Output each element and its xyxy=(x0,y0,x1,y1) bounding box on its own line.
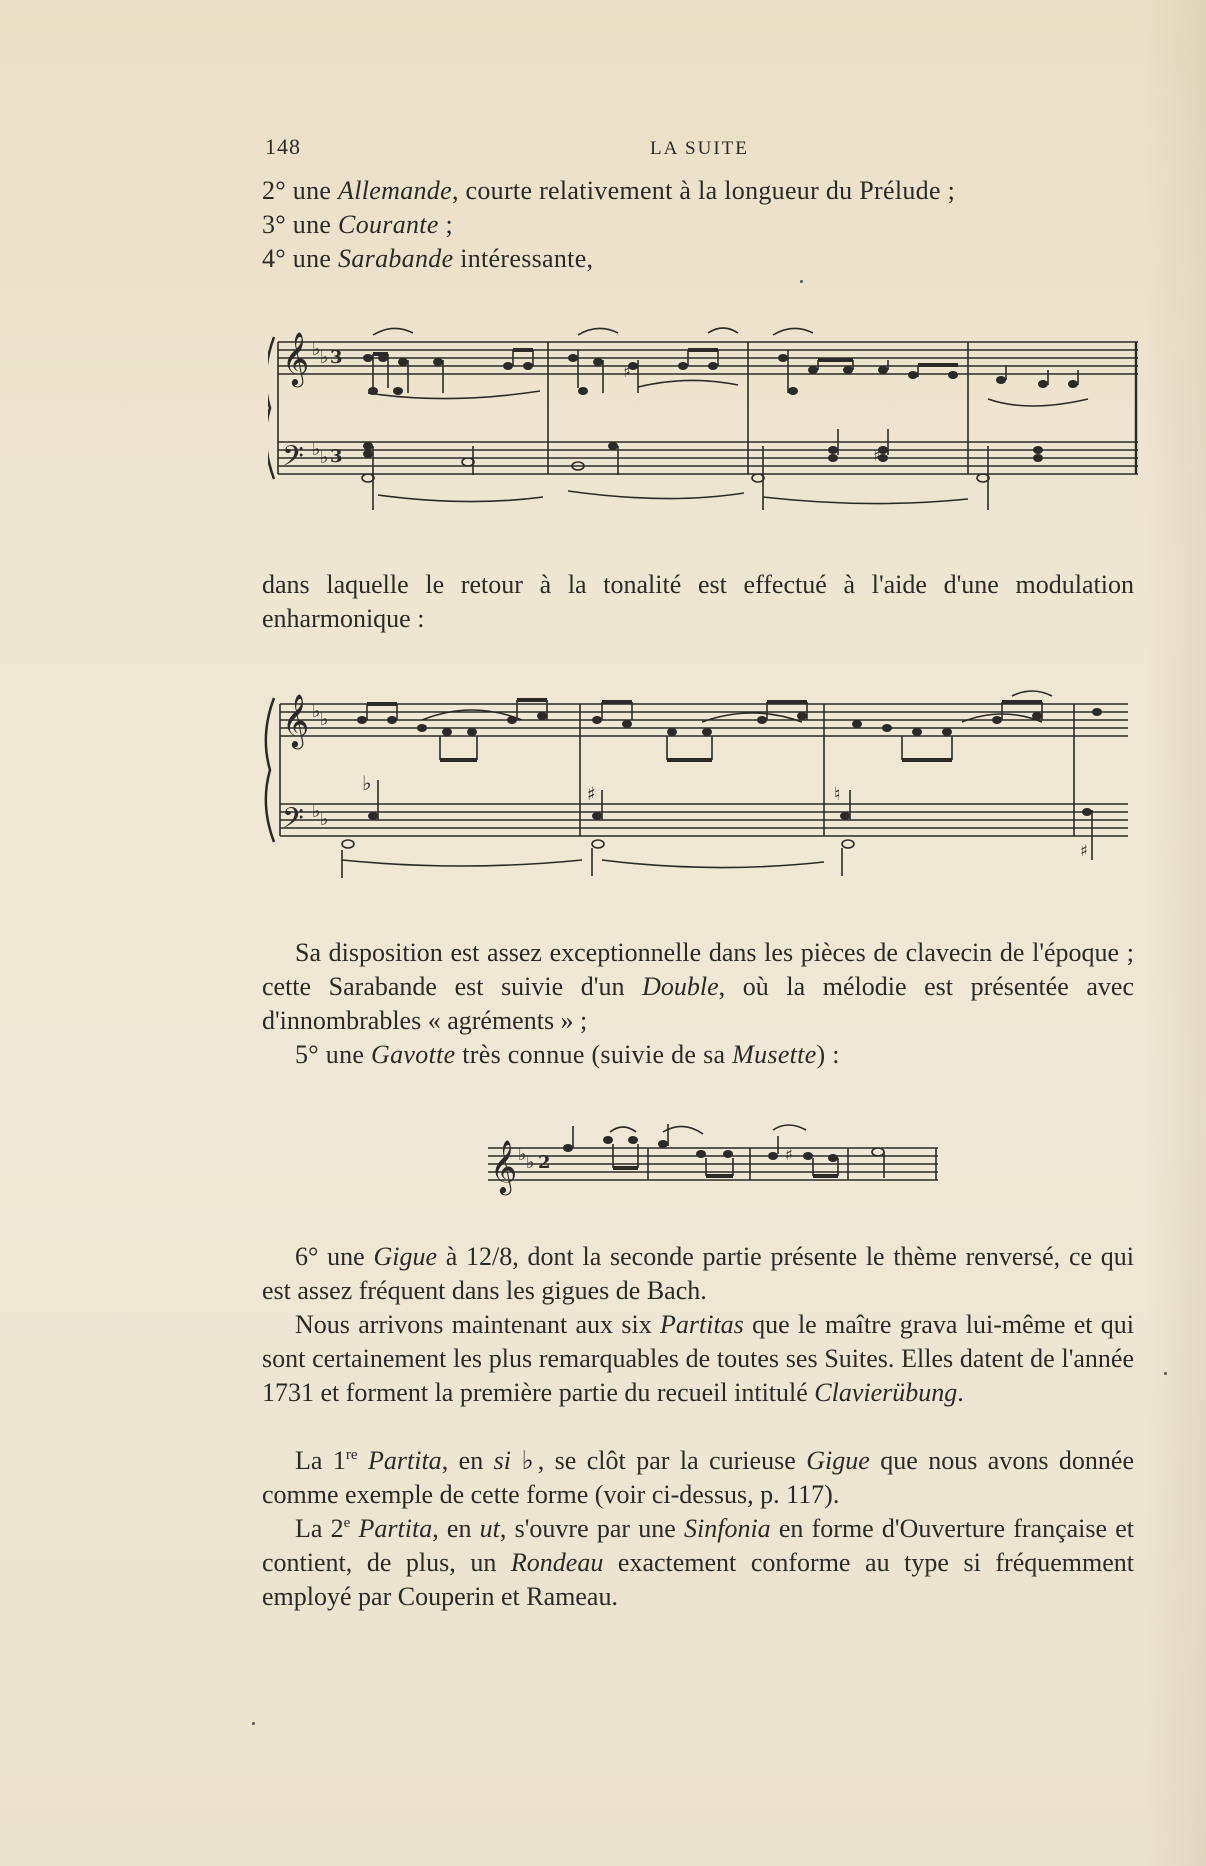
speck xyxy=(1164,1372,1167,1375)
svg-text:♭: ♭ xyxy=(518,1144,527,1165)
svg-text:♭: ♭ xyxy=(312,801,321,822)
svg-text:𝄞: 𝄞 xyxy=(490,1139,518,1193)
svg-text:♭: ♭ xyxy=(362,771,372,795)
svg-text:♯: ♯ xyxy=(623,362,631,381)
svg-text:♮: ♮ xyxy=(834,784,841,805)
page-number: 148 xyxy=(265,134,301,159)
svg-text:♭: ♭ xyxy=(320,809,329,830)
list-item-allemande: 2° une Allemande, courte relativement à la longueur du Prélude ; xyxy=(262,176,956,205)
svg-text:3: 3 xyxy=(330,446,343,467)
svg-text:2: 2 xyxy=(538,1152,551,1173)
svg-text:𝄞: 𝄞 xyxy=(282,693,310,747)
paragraph-partitas: Nous arrivons maintenant aux six Partitas que le maître grava lui-même et qui sont certainement les plus remarquables de toutes ses Suites. Elles datent de l'année 1731 et forment la première partie du recueil intitulé Clavierübung. xyxy=(262,1310,1134,1407)
list-item-gigue: 6° une Gigue à 12/8, dont la seconde partie présente le thème renversé, ce qui est assez fréquent dans les gigues de Bach. xyxy=(262,1242,1134,1305)
paragraph-disposition: Sa disposition est assez exceptionnelle dans les pièces de clavecin de l'époque ; cette Sarabande est suivie d'un Double, où la mélodie est présentée avec d'innombrables « agréments » ; xyxy=(262,938,1134,1035)
svg-text:♭: ♭ xyxy=(312,339,321,360)
music-example-enharmonic xyxy=(262,680,1130,890)
paragraph-partita-1: La 1re Partita, en si ♭, se clôt par la curieuse Gigue que nous avons donnée comme exemple de cette forme (voir ci-dessus, p. 117). xyxy=(262,1446,1134,1509)
music-example-sarabande xyxy=(268,325,1138,525)
svg-text:♭: ♭ xyxy=(320,447,329,468)
music-example-gavotte xyxy=(488,1118,938,1228)
page-shadow xyxy=(1146,0,1206,1866)
svg-text:𝄢: 𝄢 xyxy=(282,440,304,480)
paragraph-partita-2: La 2e Partita, en ut, s'ouvre par une Sinfonia en forme d'Ouverture française et contient, de plus, un Rondeau exactement conforme au type si fréquemment employé par Couperin et Rameau. xyxy=(262,1514,1135,1611)
svg-text:♭: ♭ xyxy=(320,347,329,368)
paragraph-modulation: dans laquelle le retour à la tonalité est effectué à l'aide d'une modulation enharmonique : xyxy=(262,570,1134,633)
svg-text:♭: ♭ xyxy=(526,1152,535,1173)
svg-text:♯: ♯ xyxy=(1080,841,1088,860)
list-item-courante: 3° une Courante ; xyxy=(262,210,453,239)
running-title: LA SUITE xyxy=(650,138,749,159)
list-item-gavotte: 5° une Gavotte très connue (suivie de sa Musette) : xyxy=(295,1040,840,1069)
list-item-sarabande: 4° une Sarabande intéressante, xyxy=(262,244,594,273)
svg-text:3: 3 xyxy=(330,347,343,368)
svg-text:𝄢: 𝄢 xyxy=(282,802,304,842)
svg-text:♯: ♯ xyxy=(785,1145,793,1164)
speck xyxy=(800,280,803,283)
svg-text:♯: ♯ xyxy=(587,784,596,805)
svg-text:♭: ♭ xyxy=(320,709,329,730)
svg-text:♭: ♭ xyxy=(312,701,321,722)
svg-text:♯: ♯ xyxy=(873,446,881,465)
svg-text:𝄞: 𝄞 xyxy=(282,331,310,385)
svg-text:♭: ♭ xyxy=(312,439,321,460)
speck xyxy=(252,1722,255,1725)
